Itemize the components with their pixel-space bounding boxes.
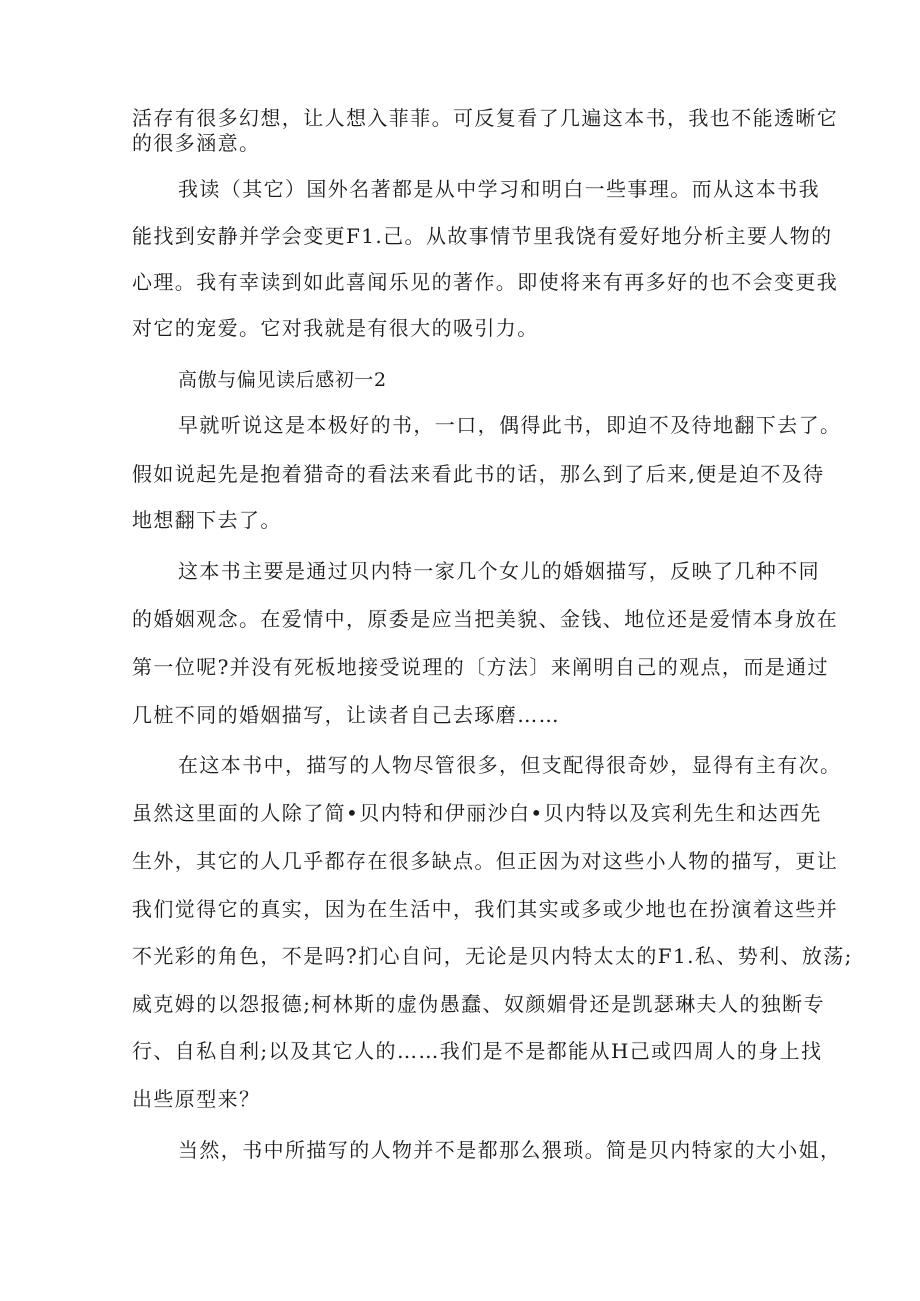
text-line: 我读（其它）国外名著都是从中学习和明白一些事理。而从这本书我 xyxy=(178,177,820,201)
text-line: 的很多涵意。 xyxy=(132,131,261,155)
text-line: 我们觉得它的真实，因为在生活中，我们其实或多或少地也在扮演着这些并 xyxy=(132,897,839,921)
text-line: 在这本书中，描写的人物尽管很多，但支配得很奇妙，显得有主有次。 xyxy=(178,753,842,777)
text-line: 行、自私自利;以及其它人的……我们是不是都能从H己或四周人的身上找 xyxy=(132,1039,823,1063)
text-line: 虽然这里面的人除了简•贝内特和伊丽沙白•贝内特以及宾利先生和达西先 xyxy=(132,801,822,825)
text-line: 早就听说这是本极好的书，一口，偶得此书，即迫不及待地翻下去了。 xyxy=(178,413,842,437)
text-line: 这本书主要是通过贝内特一家几个女儿的婚姻描写，反映了几种不同 xyxy=(178,559,820,583)
text-line: 生外，其它的人几乎都存在很多缺点。但正因为对这些小人物的描写，更让 xyxy=(132,849,839,873)
text-line: 不光彩的角色，不是吗?扪心自问，无论是贝内特太太的F1.私、势利、放荡; xyxy=(132,944,853,968)
text-line: 地想翻下去了。 xyxy=(132,508,282,532)
text-line: 出些原型来？ xyxy=(132,1087,261,1111)
text-line: 能找到安静并学会变更F1.己。从故事情节里我饶有爱好地分析主要人物的 xyxy=(132,224,833,248)
text-line: 威克姆的以怨报德;柯林斯的虚伪愚蠢、奴颜媚骨还是凯瑟琳夫人的独断专 xyxy=(132,992,825,1016)
essay-heading: 高傲与偏见读后感初一2 xyxy=(178,369,387,391)
text-line: 几桩不同的婚姻描写，让读者自己去琢磨…… xyxy=(132,703,560,727)
text-line: 对它的宠爱。它对我就是有很大的吸引力。 xyxy=(132,316,539,340)
text-line: 心理。我有幸读到如此喜闻乐见的著作。即使将来有再多好的也不会变更我 xyxy=(132,270,839,294)
text-line: 当然，书中所描写的人物并不是都那么猥琐。简是贝内特家的大小姐， xyxy=(178,1138,842,1162)
text-line: 的婚姻观念。在爱情中，原委是应当把美貌、金钱、地位还是爱情本身放在 xyxy=(132,607,839,631)
text-line: 第一位呢?并没有死板地接受说理的〔方法〕来阐明自己的观点，而是通过 xyxy=(132,655,829,679)
text-line: 假如说起先是抱着猎奇的看法来看此书的话，那么到了后来,便是迫不及待 xyxy=(132,462,825,486)
text-line: 活存有很多幻想，让人想入菲菲。可反复看了几遍这本书，我也不能透晰它 xyxy=(132,106,839,130)
